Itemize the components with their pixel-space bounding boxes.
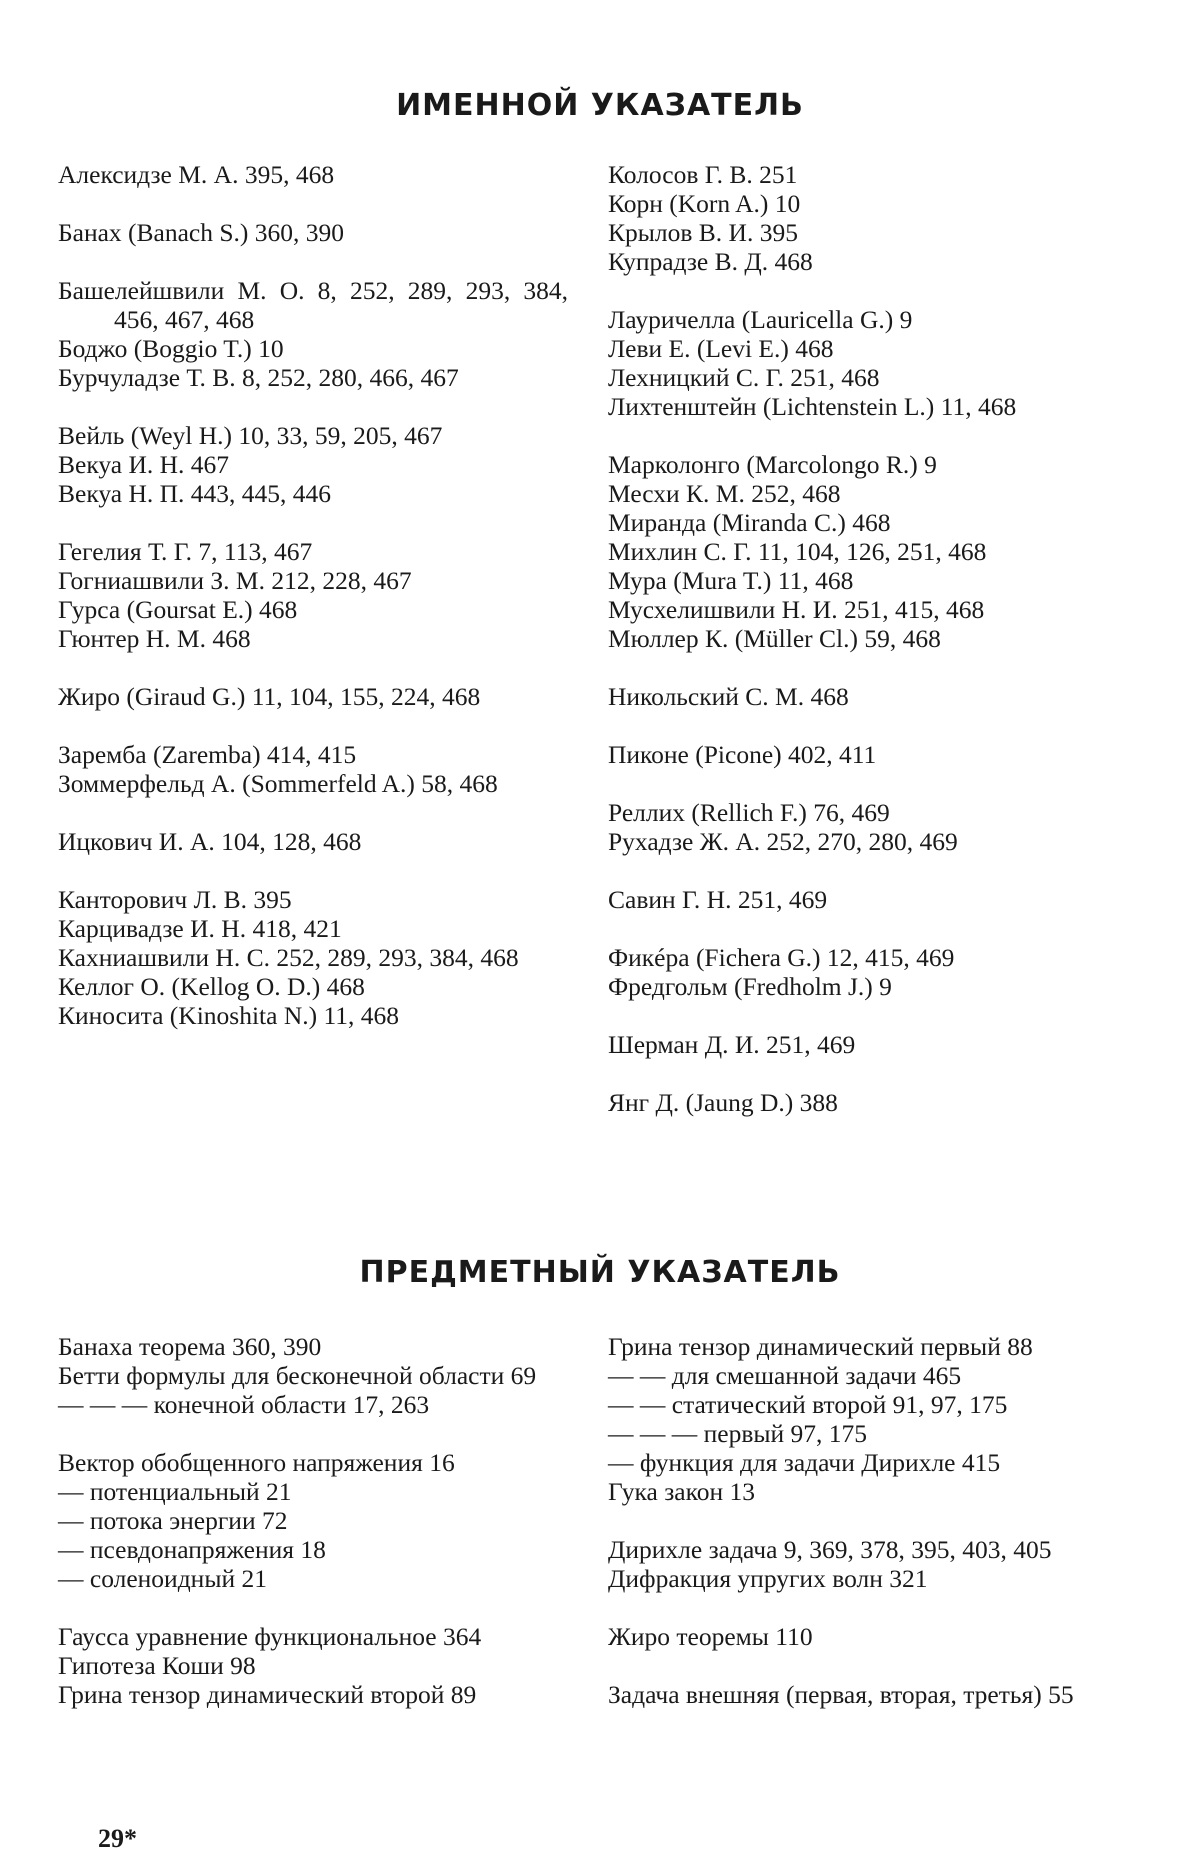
- index-entry: Заремба (Zaremba) 414, 415: [58, 740, 357, 769]
- index-entry: Гюнтер Н. М. 468: [58, 624, 251, 653]
- index-entry: Бетти формулы для бесконечной области 69: [58, 1361, 537, 1390]
- index-entry: Ицкович И. А. 104, 128, 468: [58, 827, 362, 856]
- entry-gap: [608, 914, 1118, 943]
- index-entry: Месхи К. М. 252, 468: [608, 479, 841, 508]
- entry-gap: [58, 711, 568, 740]
- entry-gap: [608, 856, 1118, 885]
- entry-gap: [58, 856, 568, 885]
- entry-gap: [608, 711, 1118, 740]
- subject-index-title: ПРЕДМЕТНЫЙ УКАЗАТЕЛЬ: [359, 1255, 841, 1290]
- index-entry: Шерман Д. И. 251, 469: [608, 1030, 856, 1059]
- index-entry: Вейль (Weyl H.) 10, 33, 59, 205, 467: [58, 421, 443, 450]
- index-entry: Мусхелишвили Н. И. 251, 415, 468: [608, 595, 985, 624]
- index-entry: Векуа Н. П. 443, 445, 446: [58, 479, 332, 508]
- index-entry: Крылов В. И. 395: [608, 218, 798, 247]
- index-entry: Миранда (Miranda C.) 468: [608, 508, 891, 537]
- index-entry: Грина тензор динамический первый 88: [608, 1332, 1033, 1361]
- entry-gap: [608, 276, 1118, 305]
- index-entry: Келлог О. (Kellog O. D.) 468: [58, 972, 365, 1001]
- index-entry: Гогниашвили З. М. 212, 228, 467: [58, 566, 412, 595]
- name-index-right-column: [608, 160, 1118, 1117]
- index-entry: Марколонго (Marcolongo R.) 9: [608, 450, 937, 479]
- index-entry: Боджо (Boggio T.) 10: [58, 334, 284, 363]
- index-entry: Дифракция упругих волн 321: [608, 1564, 928, 1593]
- index-entry: Михлин С. Г. 11, 104, 126, 251, 468: [608, 537, 987, 566]
- index-entry: Кахниашвили Н. С. 252, 289, 293, 384, 468: [58, 943, 519, 972]
- index-entry: Лехницкий С. Г. 251, 468: [608, 363, 880, 392]
- entry-gap: [58, 1593, 568, 1622]
- index-entry: Леви Е. (Levi E.) 468: [608, 334, 834, 363]
- index-entry: — соленоидный 21: [58, 1564, 267, 1593]
- index-entry: Реллих (Rellich F.) 76, 469: [608, 798, 890, 827]
- entry-gap: [58, 798, 568, 827]
- entry-gap: [608, 653, 1118, 682]
- index-entry: Гегелия Т. Г. 7, 113, 467: [58, 537, 313, 566]
- entry-gap: [58, 653, 568, 682]
- index-entry: Жиро теоремы 110: [608, 1622, 813, 1651]
- index-entry: Мура (Mura T.) 11, 468: [608, 566, 854, 595]
- index-entry: Грина тензор динамический второй 89: [58, 1680, 477, 1709]
- entry-gap: [58, 508, 568, 537]
- page-number: 29*: [98, 1824, 137, 1853]
- entry-gap: [608, 1651, 1118, 1680]
- index-entry: — потока энергии 72: [58, 1506, 288, 1535]
- index-entry: — псевдонапряжения 18: [58, 1535, 326, 1564]
- entry-gap: [58, 1419, 568, 1448]
- index-entry: — — статический второй 91, 97, 175: [608, 1390, 1008, 1419]
- name-index-title: ИМЕННОЙ УКАЗАТЕЛЬ: [396, 88, 804, 123]
- index-entry: Корн (Korn A.) 10: [608, 189, 801, 218]
- index-entry: Мюллер К. (Müller Cl.) 59, 468: [608, 624, 941, 653]
- index-entry: Пиконе (Picone) 402, 411: [608, 740, 877, 769]
- index-entry: Векуа И. Н. 467: [58, 450, 230, 479]
- entry-gap: [58, 392, 568, 421]
- index-entry: — — — конечной области 17, 263: [58, 1390, 430, 1419]
- index-entry: Зоммерфельд А. (Sommerfeld A.) 58, 468: [58, 769, 498, 798]
- index-entry: Фредгольм (Fredholm J.) 9: [608, 972, 892, 1001]
- index-entry: Карцивадзе И. Н. 418, 421: [58, 914, 342, 943]
- index-entry: Янг Д. (Jaung D.) 388: [608, 1088, 838, 1117]
- index-entry: Никольский С. М. 468: [608, 682, 849, 711]
- entry-gap: [608, 421, 1118, 450]
- index-entry: Дирихле задача 9, 369, 378, 395, 403, 405: [608, 1535, 1052, 1564]
- index-entry: Киносита (Kinoshita N.) 11, 468: [58, 1001, 400, 1030]
- entry-gap: [608, 1059, 1118, 1088]
- index-entry: Башелейшвили М. О. 8, 252, 289, 293, 384, 456, 467, 468: [58, 276, 568, 334]
- index-entry: Банаха теорема 360, 390: [58, 1332, 322, 1361]
- index-entry: Купрадзе В. Д. 468: [608, 247, 813, 276]
- index-entry: Вектор обобщенного напряжения 16: [58, 1448, 455, 1477]
- index-entry: — — для смешанной задачи 465: [608, 1361, 962, 1390]
- index-entry: Фикéра (Fichera G.) 12, 415, 469: [608, 943, 955, 972]
- index-entry: Лауричелла (Lauricella G.) 9: [608, 305, 913, 334]
- index-entry: Гаусса уравнение функциональное 364: [58, 1622, 482, 1651]
- index-entry: — потенциальный 21: [58, 1477, 292, 1506]
- entry-gap: [608, 1001, 1118, 1030]
- index-entry: — — — первый 97, 175: [608, 1419, 868, 1448]
- entry-gap: [58, 189, 568, 218]
- index-entry: — функция для задачи Дирихле 415: [608, 1448, 1001, 1477]
- index-entry: Задача внешняя (первая, вторая, третья) 55: [608, 1680, 1074, 1709]
- index-entry: Алексидзе М. А. 395, 468: [58, 160, 335, 189]
- subject-index-left-column: [58, 1332, 568, 1709]
- subject-index-right-column: [608, 1332, 1118, 1709]
- index-entry: Лихтенштейн (Lichtenstein L.) 11, 468: [608, 392, 1017, 421]
- index-entry: Гипотеза Коши 98: [58, 1651, 256, 1680]
- index-entry: Жиро (Giraud G.) 11, 104, 155, 224, 468: [58, 682, 481, 711]
- index-entry: Гурса (Goursat E.) 468: [58, 595, 298, 624]
- index-entry: Банах (Banach S.) 360, 390: [58, 218, 345, 247]
- entry-gap: [608, 769, 1118, 798]
- index-entry: Гука закон 13: [608, 1477, 755, 1506]
- index-entry: Канторович Л. В. 395: [58, 885, 292, 914]
- name-index-left-column: [58, 160, 568, 1030]
- index-entry: Рухадзе Ж. А. 252, 270, 280, 469: [608, 827, 958, 856]
- index-entry: Савин Г. Н. 251, 469: [608, 885, 828, 914]
- index-entry: Колосов Г. В. 251: [608, 160, 798, 189]
- entry-gap: [608, 1506, 1118, 1535]
- entry-gap: [58, 247, 568, 276]
- entry-gap: [608, 1593, 1118, 1622]
- index-entry: Бурчуладзе Т. В. 8, 252, 280, 466, 467: [58, 363, 459, 392]
